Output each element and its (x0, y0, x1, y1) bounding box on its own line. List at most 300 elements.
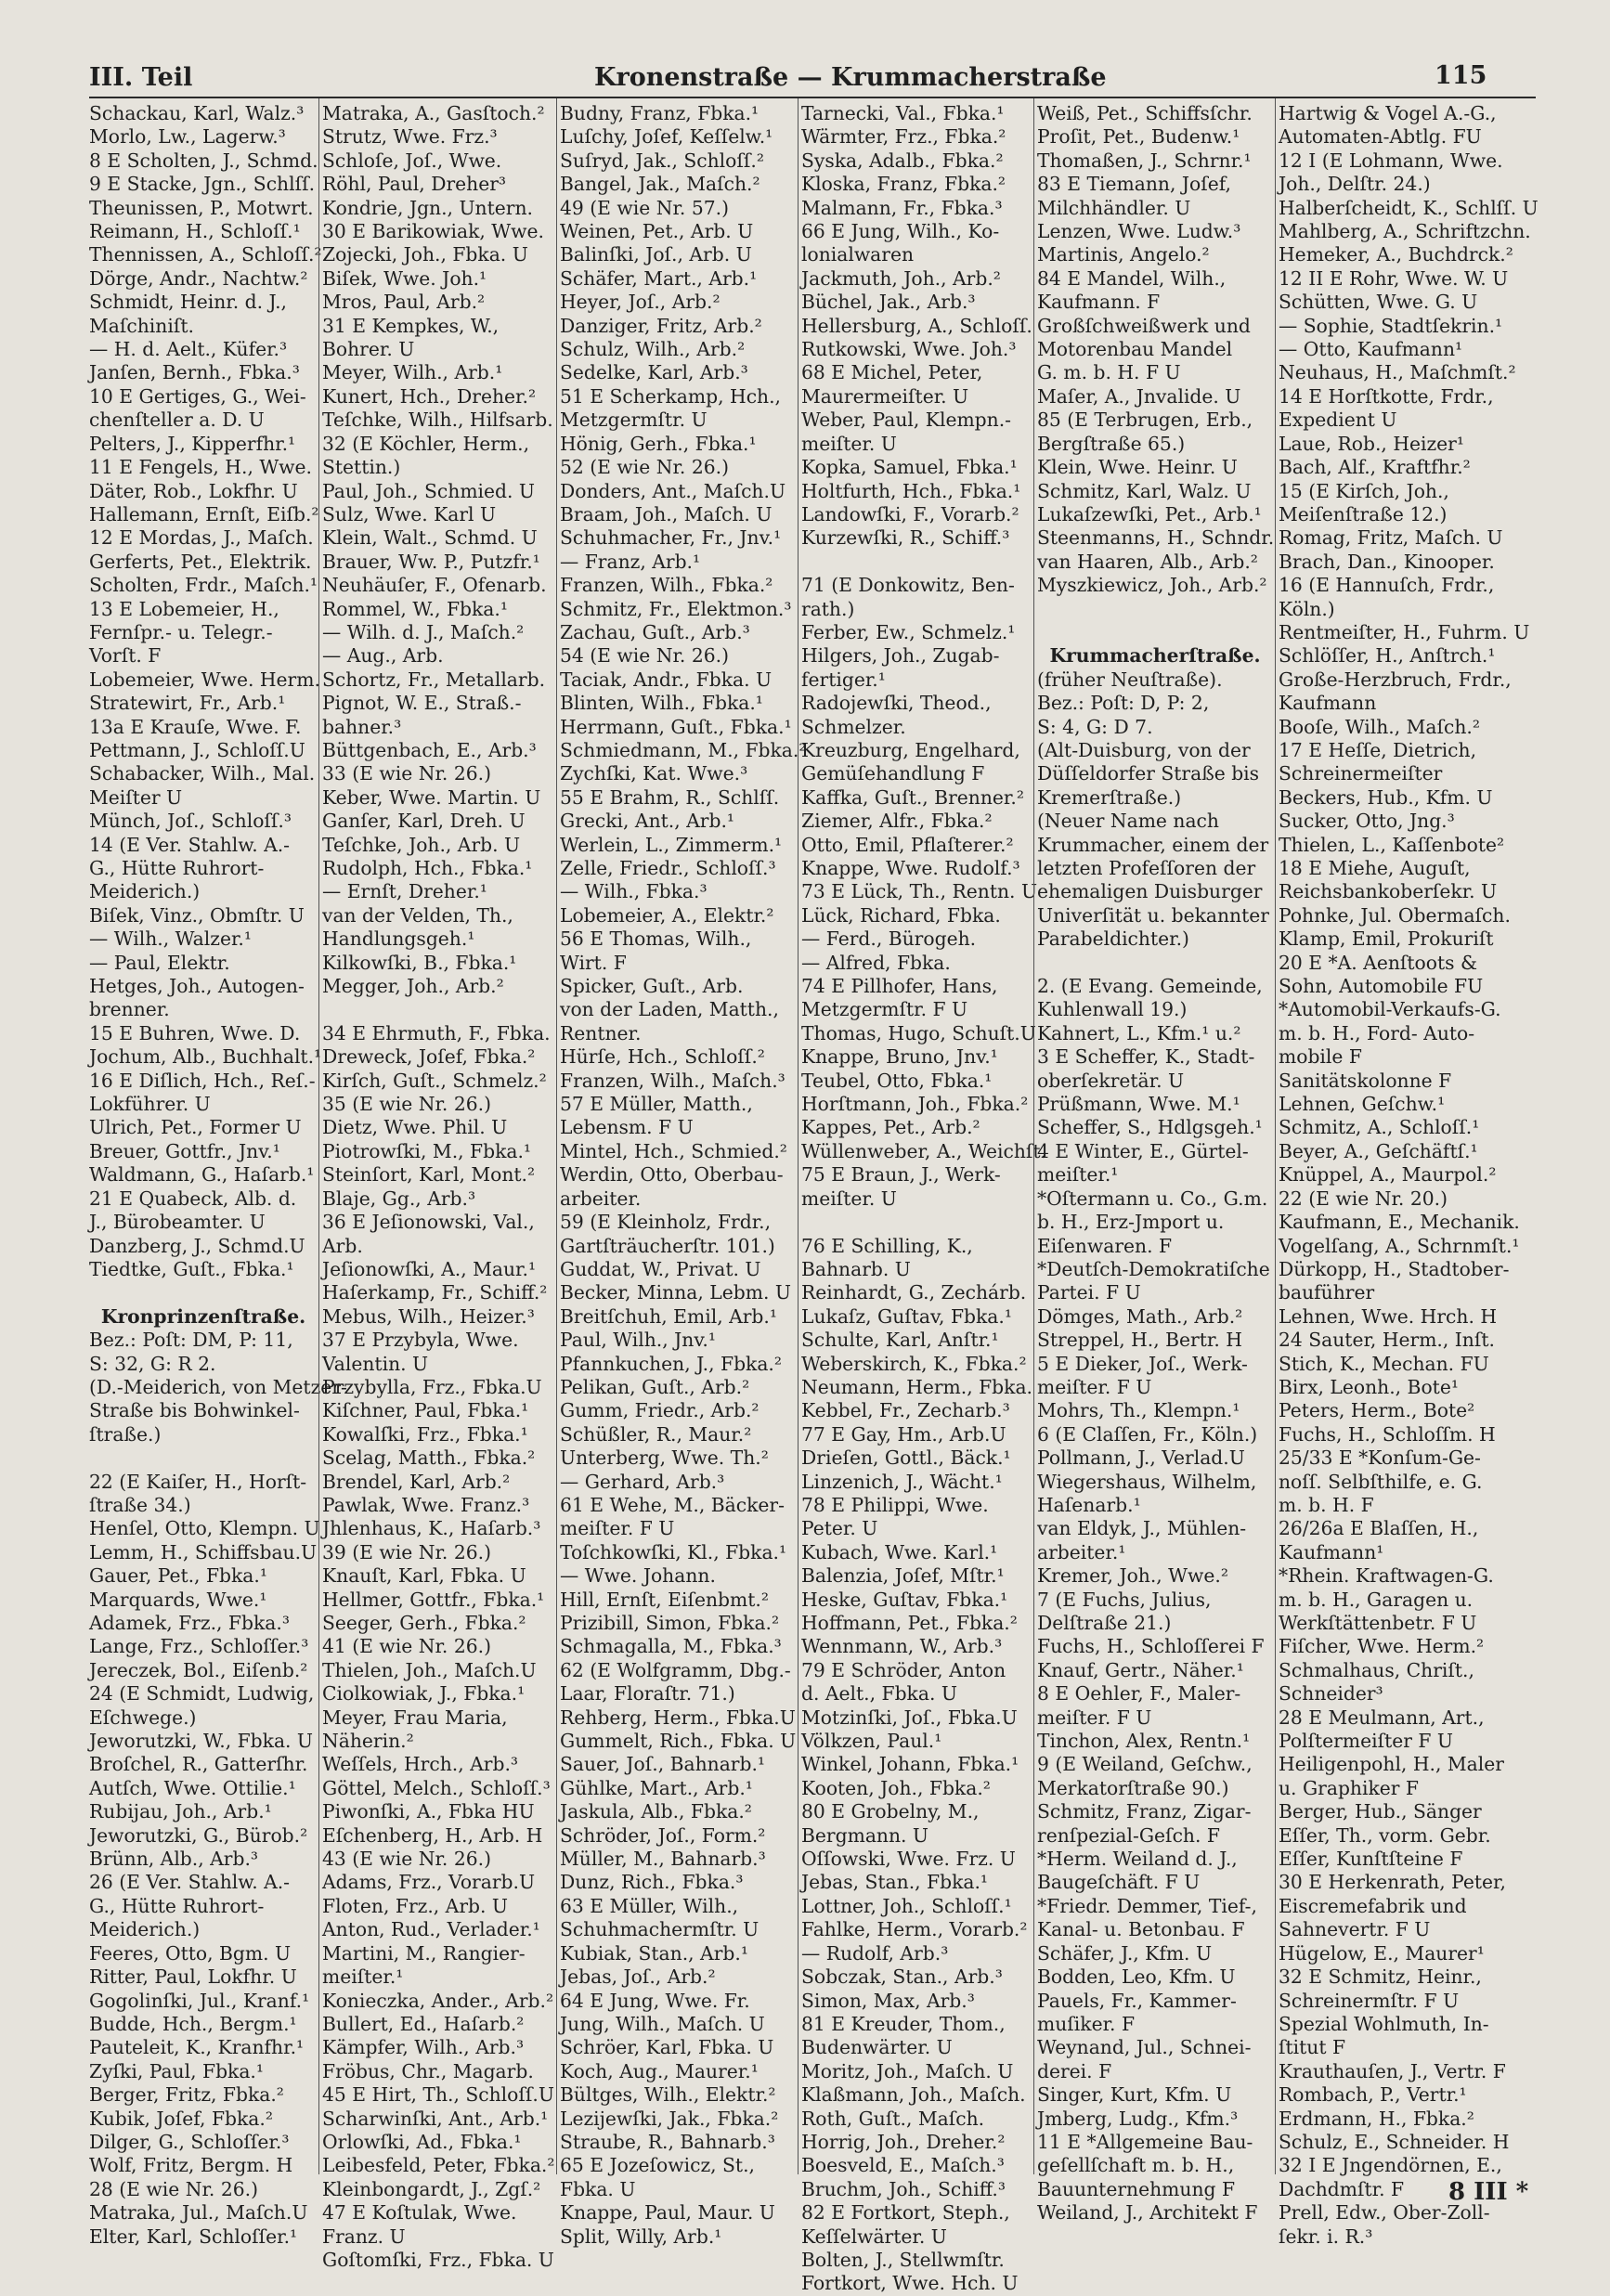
directory-line: Rehberg, Herm., Fbka.U (560, 1706, 796, 1729)
directory-line: Kremerſtraße.) (1037, 785, 1182, 809)
directory-line: Radojewſki, Theod., (801, 692, 992, 715)
directory-line: Theunissen, P., Motwrt. (89, 196, 314, 219)
directory-line: Werdin, Otto, Oberbau- (560, 1163, 784, 1187)
directory-line: meiſter.¹ (322, 1965, 404, 1989)
directory-line: Dietz, Wwe. Phil. U (322, 1116, 508, 1139)
directory-line: Sucker, Otto, Jng.³ (1279, 810, 1455, 833)
directory-line: Schortz, Fr., Metallarb. (322, 668, 546, 691)
directory-line: Ciolkowiak, J., Fbka.¹ (322, 1682, 526, 1706)
directory-line: Meiderich.) (89, 1918, 201, 1941)
directory-line: 33 (E wie Nr. 26.) (322, 762, 491, 785)
directory-line: 14 E Horſtkotte, Frdr., (1279, 384, 1494, 408)
directory-line: bahner.³ (322, 715, 402, 738)
directory-line: Jhlenhaus, K., Haſarb.³ (322, 1517, 541, 1540)
directory-line: Spicker, Guſt., Arb. (560, 975, 744, 998)
directory-line: 14 (E Ver. Stahlw. A.- (89, 833, 291, 856)
directory-line: Kreuzburg, Engelhard, (801, 738, 1020, 761)
directory-line: Sedelke, Karl, Arb.³ (560, 361, 748, 384)
directory-line: Däter, Rob., Lokfhr. U (89, 479, 298, 502)
directory-line: Bodden, Leo, Kfm. U (1037, 1965, 1236, 1989)
directory-line: 22 (E wie Nr. 20.) (1279, 1187, 1448, 1210)
directory-line: Polſtermeiſter F U (1279, 1730, 1454, 1753)
directory-line: Schröder, Joſ., Form.² (560, 1823, 766, 1847)
directory-line: Knappe, Paul, Maur. U (560, 2201, 775, 2225)
column-divider (798, 98, 799, 2174)
directory-line: Thielen, Joh., Maſch.U (322, 1658, 537, 1681)
directory-line: Morlo, Lw., Lagerw.³ (89, 125, 286, 149)
directory-line: 4 E Winter, E., Gürtel- (1037, 1139, 1249, 1162)
directory-line: Ritter, Paul, Lokfhr. U (89, 1965, 297, 1989)
directory-line: Müller, M., Bahnarb.³ (560, 1848, 766, 1871)
directory-line: Lück, Richard, Fbka. (801, 903, 1001, 927)
directory-line: Birx, Leonh., Bote¹ (1279, 1375, 1459, 1398)
directory-line: Ulrich, Pet., Former U (89, 1116, 302, 1139)
directory-line: Schmitz, Fr., Elektmon.³ (560, 597, 792, 620)
directory-line: Kilkowſki, B., Fbka.¹ (322, 951, 517, 974)
directory-line: Budde, Hch., Bergm.¹ (89, 2012, 297, 2035)
header-rule (89, 97, 1536, 98)
directory-line: m. b. H. F (1279, 1493, 1374, 1516)
directory-line: Pelikan, Guſt., Arb.² (560, 1375, 750, 1398)
directory-line (1037, 598, 1273, 621)
directory-line: 63 E Müller, Wilh., (560, 1894, 739, 1917)
directory-line: Univerſität u. bekannter (1037, 903, 1269, 927)
directory-line: Schmitz, A., Schloſſ.¹ (1279, 1116, 1480, 1139)
directory-line: Oſſowski, Wwe. Frz. U (801, 1848, 1016, 1871)
directory-line: Wiegershaus, Wilhelm, (1037, 1470, 1257, 1493)
directory-line: 59 (E Kleinholz, Frdr., (560, 1211, 772, 1234)
signature-mark: 8 III * (1448, 2178, 1529, 2206)
directory-column-4 (801, 102, 1047, 2295)
directory-line: Ganſer, Karl, Dreh. U (322, 810, 526, 833)
directory-line: Danzberg, J., Schmd.U (89, 1234, 305, 1257)
directory-line: Reichsbankoberſekr. U (1279, 880, 1498, 903)
directory-line: Myszkiewicz, Joh., Arb.² (1037, 574, 1267, 597)
directory-line: Seeger, Gerh., Fbka.² (322, 1612, 526, 1634)
directory-line: Teubel, Otto, Fbka.¹ (801, 1069, 993, 1092)
directory-line: 8 E Scholten, J., Schmd. (89, 149, 318, 172)
directory-line: Hellersburg, A., Schloſſ. (801, 314, 1032, 337)
directory-line: Büchel, Jak., Arb.³ (801, 291, 976, 314)
directory-line: Bergmann. U (801, 1823, 929, 1847)
directory-line: 18 E Miehe, Auguſt, (1279, 857, 1471, 879)
directory-line: Maſer, A., Jnvalide. U (1037, 384, 1241, 408)
directory-line: Piwonſki, A., Fbka HU (322, 1800, 535, 1823)
directory-line: Horrig, Joh., Dreher.² (801, 2130, 1006, 2153)
directory-line: Pauels, Fr., Kammer- (1037, 1989, 1237, 2012)
directory-line: Vogelſang, A., Schrnmſt.¹ (1279, 1234, 1520, 1257)
directory-line: 28 (E wie Nr. 26.) (89, 2177, 258, 2200)
directory-line: Schmitz, Karl, Walz. U (1037, 479, 1252, 502)
directory-line: 32 I E Jngendörnen, E., (1279, 2154, 1502, 2177)
directory-line: Franz. U (322, 2225, 406, 2248)
directory-line: Teſchke, Wilh., Hilfsarb. (322, 409, 553, 432)
directory-line: 31 E Kempkes, W., (322, 314, 500, 337)
directory-line: Großſchweißwerk und (1037, 314, 1251, 337)
directory-line: 13a E Krauſe, Wwe. F. (89, 715, 302, 738)
directory-line: Röhl, Paul, Dreher³ (322, 173, 507, 196)
directory-line: — Ferd., Bürogeh. (801, 927, 977, 951)
directory-line: 32 (E Köchler, Herm., (322, 432, 530, 455)
directory-line: Singer, Kurt, Kfm. U (1037, 2083, 1232, 2107)
directory-line: 16 E Diſlich, Hch., Reſ.- (89, 1069, 316, 1092)
directory-line: Krauthauſen, J., Vertr. F (1279, 2059, 1506, 2082)
directory-line (1037, 621, 1273, 644)
directory-line: Jeſionowſki, A., Maur.¹ (322, 1257, 537, 1280)
directory-line: — Wilh., Walzer.¹ (89, 927, 252, 951)
directory-line: Hürſe, Hch., Schloſſ.² (560, 1045, 765, 1069)
directory-line: — Sophie, Stadtſekrin.¹ (1279, 314, 1503, 337)
directory-line: Kloska, Franz, Fbka.² (801, 173, 1006, 196)
directory-line: Jung, Wilh., Maſch. U (560, 2012, 765, 2035)
directory-line: Thomaßen, J., Schrnr.¹ (1037, 149, 1252, 172)
directory-line: 41 (E wie Nr. 26.) (322, 1635, 491, 1658)
directory-line: 13 E Lobemeier, H., (89, 597, 279, 620)
directory-line: ſtraße.) (89, 1422, 162, 1446)
directory-line (322, 998, 554, 1021)
directory-line: Rentmeiſter, H., Fuhrm. U (1279, 620, 1530, 643)
directory-line: meiſter. U (801, 432, 897, 455)
directory-line: 15 (E Kirſch, Joh., (1279, 479, 1449, 502)
directory-line: Schmitz, Franz, Zigar- (1037, 1800, 1252, 1823)
directory-line: Eſſer, Kunſtſteine F (1279, 1848, 1463, 1871)
directory-line: Hilgers, Joh., Zugab- (801, 644, 1000, 668)
directory-line: 30 E Herkenrath, Peter, (1279, 1871, 1506, 1894)
directory-line: 10 E Gertiges, G., Wei- (89, 384, 306, 408)
directory-line: 11 E Fengels, H., Wwe. (89, 456, 312, 479)
directory-line: Stettin.) (322, 456, 401, 479)
directory-line: van der Velden, Th., (322, 903, 513, 927)
directory-line: Henſel, Otto, Klempn. U (89, 1517, 320, 1540)
directory-line: Bohrer. U (322, 338, 415, 361)
directory-line: 26 (E Ver. Stahlw. A.- (89, 1871, 291, 1894)
directory-line: Sohn, Automobile FU (1279, 975, 1484, 998)
column-divider (556, 98, 557, 2174)
directory-line: Lemm, H., Schiffsbau.U (89, 1540, 318, 1563)
directory-line: letzten Profeſſoren der (1037, 857, 1256, 879)
directory-line: Thomas, Hugo, Schuſt.U (801, 1021, 1036, 1044)
directory-line: 74 E Pillhofer, Hans, (801, 975, 998, 998)
directory-line: 75 E Braun, J., Werk- (801, 1163, 1001, 1187)
directory-line: 82 E Fortkort, Steph., (801, 2201, 1010, 2225)
directory-line: Lobemeier, A., Elektr.² (560, 903, 774, 927)
directory-line: Münch, Joſ., Schloſſ.³ (89, 810, 292, 833)
directory-line: u. Graphiker F (1279, 1776, 1419, 1799)
directory-line: — Wwe. Johann. (560, 1564, 716, 1588)
directory-line: meiſter. F U (1037, 1375, 1152, 1398)
directory-line: Syska, Adalb., Fbka.² (801, 149, 1004, 172)
directory-line: Schüßler, R., Maur.² (560, 1422, 752, 1446)
directory-line: Bauunternehmung F (1037, 2177, 1236, 2200)
directory-line: Kurzewſki, R., Schiff.³ (801, 526, 1010, 550)
directory-line: 12 E Mordas, J., Maſch. (89, 526, 314, 550)
directory-line: Franzen, Wilh., Maſch.³ (560, 1069, 786, 1092)
directory-line: renſpezial-Geſch. F (1037, 1823, 1220, 1847)
directory-line: Beyer, A., Geſchäftſ.¹ (1279, 1139, 1478, 1162)
directory-line: Hemeker, A., Buchdrck.² (1279, 243, 1513, 266)
directory-line: 32 E Schmitz, Heinr., (1279, 1965, 1482, 1989)
directory-line: Janſen, Bernh., Fbka.³ (89, 361, 300, 384)
directory-line: 39 (E wie Nr. 26.) (322, 1540, 491, 1563)
directory-line: Laue, Rob., Heizer¹ (1279, 432, 1465, 455)
directory-line: Spezial Wohlmuth, In- (1279, 2012, 1489, 2035)
directory-line: 62 (E Wolfgramm, Dbg.- (560, 1658, 791, 1681)
directory-line: Lenzen, Wwe. Ludw.³ (1037, 220, 1241, 243)
directory-line: Breuer, Gottfr., Jnv.¹ (89, 1139, 280, 1162)
directory-line: Winkel, Johann, Fbka.¹ (801, 1753, 1019, 1776)
directory-line: Thielen, L., Kaſſenbote² (1279, 833, 1505, 856)
directory-line: Adamek, Frz., Fbka.³ (89, 1612, 290, 1634)
directory-line: 66 E Jung, Wilh., Ko- (801, 220, 1000, 243)
directory-line: Holtfurth, Hch., Fbka.¹ (801, 479, 1021, 502)
directory-line: Motorenbau Mandel (1037, 338, 1233, 361)
directory-line: Rommel, W., Fbka.¹ (322, 597, 508, 620)
directory-line: Becker, Minna, Lebm. U (560, 1281, 791, 1304)
directory-line: Pignot, W. E., Straß.- (322, 692, 522, 715)
directory-line: Mebus, Wilh., Heizer.³ (322, 1304, 535, 1328)
directory-line: Weiß, Pet., Schiffsſchr. (1037, 102, 1253, 124)
directory-line: Wärmter, Frz., Fbka.² (801, 125, 1006, 149)
directory-line: Stratewirt, Fr., Arb.¹ (89, 692, 286, 715)
directory-line: Lezijewſki, Jak., Fbka.² (560, 2107, 779, 2130)
directory-line: 8 E Oehler, F., Maler- (1037, 1682, 1241, 1706)
directory-line: Tinchon, Alex, Rentn.¹ (1037, 1730, 1251, 1753)
directory-line: — Wilh., Fbka.³ (560, 880, 708, 903)
directory-line: bauführer (1279, 1281, 1375, 1304)
directory-line: Wüllenweber, A., Weichſt. (801, 1139, 1047, 1162)
directory-line: 78 E Philippi, Wwe. (801, 1493, 989, 1516)
directory-line: *Deutſch-Demokratiſche (1037, 1257, 1270, 1280)
directory-line: Horſtmann, Joh., Fbka.² (801, 1093, 1029, 1116)
directory-line: Pawlak, Wwe. Franz.³ (322, 1493, 530, 1516)
directory-line: Peters, Herm., Bote² (1279, 1399, 1475, 1422)
directory-line: Brach, Dan., Kinooper. (1279, 550, 1495, 573)
directory-line: Jereczek, Bol., Eiſenb.² (89, 1658, 308, 1681)
directory-line: Paul, Wilh., Jnv.¹ (560, 1329, 716, 1352)
directory-line: Krummacher, einem der (1037, 833, 1269, 856)
directory-line: Tiedtke, Guſt., Fbka.¹ (89, 1257, 294, 1280)
directory-line: Werlein, L., Zimmerm.¹ (560, 833, 783, 856)
directory-line: noſſ. Selbſthilfe, e. G. (1279, 1470, 1483, 1493)
directory-line: Straube, R., Bahnarb.³ (560, 2130, 775, 2153)
directory-line: 12 I (E Lohmann, Wwe. (1279, 149, 1503, 172)
directory-line: 2. (E Evang. Gemeinde, (1037, 975, 1263, 998)
directory-line: Knappe, Bruno, Jnv.¹ (801, 1045, 998, 1069)
directory-line: 26/26a E Blaſſen, H., (1279, 1517, 1479, 1540)
directory-line: — Otto, Kaufmann¹ (1279, 338, 1463, 361)
directory-line: van Haaren, Alb., Arb.² (1037, 550, 1258, 573)
directory-line: Matraka, A., Gasſtoch.² (322, 102, 545, 124)
directory-line: Hönig, Gerh., Fbka.¹ (560, 432, 757, 455)
directory-line: ehemaligen Duisburger (1037, 880, 1263, 903)
directory-line: Kaufmann. F (1037, 291, 1161, 314)
directory-line: Lukaſzewſki, Pet., Arb.¹ (1037, 502, 1262, 525)
directory-line: G., Hütte Ruhrort- (89, 857, 265, 879)
directory-line: Bergſtraße 65.) (1037, 432, 1186, 455)
directory-line: Halberſcheidt, K., Schlſſ. U (1279, 196, 1539, 219)
directory-line: Knauf, Gertr., Näher.¹ (1037, 1658, 1244, 1681)
directory-line: 85 (E Terbrugen, Erb., (1037, 409, 1253, 432)
directory-line: Knauſt, Karl, Fbka. U (322, 1564, 526, 1588)
directory-line: 80 E Grobelny, M., (801, 1800, 980, 1823)
directory-line: fertiger.¹ (801, 668, 886, 691)
directory-line: Fortkort, Wwe. Hch. U (801, 2272, 1019, 2295)
directory-line: Schulte, Karl, Anſtr.¹ (801, 1329, 999, 1352)
directory-line: Sauer, Joſ., Bahnarb.¹ (560, 1753, 766, 1776)
directory-line: *Automobil-Verkaufs-G. (1279, 998, 1501, 1021)
directory-line: Rubijau, Joh., Arb.¹ (89, 1800, 272, 1823)
directory-line: — Rudolf, Arb.³ (801, 1941, 949, 1965)
directory-line: Lottner, Joh., Schloſſ.¹ (801, 1894, 1012, 1917)
directory-line: Schäfer, Mart., Arb.¹ (560, 266, 758, 290)
directory-line: Lobemeier, Wwe. Herm. (89, 668, 320, 691)
directory-line: Jackmuth, Joh., Arb.² (801, 266, 1001, 290)
directory-line: 20 E *A. Aenſtoots & (1279, 951, 1478, 974)
directory-line: Split, Willy, Arb.¹ (560, 2225, 722, 2248)
directory-line: Klein, Walt., Schmd. U (322, 526, 538, 550)
directory-line: Hetges, Joh., Autogen- (89, 975, 305, 998)
directory-line: lonialwaren (801, 243, 915, 266)
directory-line: Blinten, Wilh., Fbka.¹ (560, 692, 763, 715)
directory-line: Matraka, Jul., Maſch.U (89, 2201, 308, 2225)
directory-line: Rudolph, Hch., Fbka.¹ (322, 857, 533, 879)
directory-line: Metzgermſtr. U (560, 409, 708, 432)
directory-line: Steenmanns, H., Schndr. (1037, 526, 1275, 550)
directory-line: Kowalſki, Frz., Fbka.¹ (322, 1422, 528, 1446)
directory-line: J., Bürobeamter. U (89, 1211, 266, 1234)
directory-line: G., Hütte Ruhrort- (89, 1894, 265, 1917)
directory-line: S: 32, G: R 2. (89, 1352, 216, 1375)
directory-line: Franzen, Wilh., Fbka.² (560, 574, 773, 597)
directory-line: Kopka, Samuel, Fbka.¹ (801, 456, 1018, 479)
directory-line: Straße bis Bohwinkel- (89, 1399, 300, 1422)
directory-line: Elter, Karl, Schloſſer.¹ (89, 2225, 298, 2248)
directory-line: Scheffer, S., Hdlgsgeh.¹ (1037, 1116, 1263, 1139)
directory-line: Keber, Wwe. Martin. U (322, 785, 541, 809)
directory-line: Autſch, Wwe. Ottilie.¹ (89, 1776, 296, 1799)
directory-line: Düſſeldorfer Straße bis (1037, 762, 1260, 785)
directory-line: Kappes, Pet., Arb.² (801, 1116, 980, 1139)
directory-line: Lebensm. F U (560, 1116, 694, 1139)
directory-line: Keſſelwärter. U (801, 2225, 947, 2248)
directory-line: Boesveld, E., Maſch.³ (801, 2154, 1005, 2177)
directory-line: Sobczak, Stan., Arb.³ (801, 1965, 1003, 1989)
directory-line: Kämpfer, Wilh., Arb.³ (322, 2036, 525, 2059)
part-label: III. Teil (89, 63, 193, 92)
directory-line: Martini, M., Rangier- (322, 1941, 526, 1965)
directory-line: Prizibill, Simon, Fbka.² (560, 1612, 780, 1634)
directory-line: Eiſenwaren. F (1037, 1234, 1173, 1257)
directory-line: — Franz, Arb.¹ (560, 550, 701, 573)
directory-line: Wolf, Fritz, Bergm. H (89, 2154, 293, 2177)
directory-line: Weber, Paul, Klempn.- (801, 409, 1012, 432)
directory-line: Sulz, Wwe. Karl U (322, 502, 497, 525)
directory-line: Sanitätskolonne F (1279, 1069, 1452, 1092)
directory-line: Budny, Franz, Fbka.¹ (560, 102, 760, 124)
directory-line: Bolten, J., Stellwmſtr. (801, 2248, 1005, 2271)
directory-line: Zachau, Guſt., Arb.³ (560, 620, 750, 643)
directory-line: Zojecki, Joh., Fbka. U (322, 243, 528, 266)
directory-line: Strutz, Wwe. Frz.³ (322, 125, 498, 149)
directory-line: Bruchm, Joh., Schiff.³ (801, 2177, 1006, 2200)
directory-column-5 (1037, 102, 1275, 2225)
directory-line: 43 (E wie Nr. 26.) (322, 1848, 491, 1871)
directory-line: Erdmann, H., Fbka.² (1279, 2107, 1474, 2130)
directory-line: Lehnen, Geſchw.¹ (1279, 1093, 1446, 1116)
directory-line: Kahnert, L., Kfm.¹ u.² (1037, 1021, 1241, 1044)
directory-line: Gogolinſki, Jul., Kranf.¹ (89, 1989, 310, 2012)
directory-line: Kaufmann, E., Mechanik. (1279, 1211, 1520, 1234)
directory-line: Delſtraße 21.) (1037, 1612, 1172, 1634)
directory-line: Bangel, Jak., Maſch.² (560, 173, 760, 196)
directory-line: 79 E Schröder, Anton (801, 1658, 1006, 1681)
directory-line: Ferber, Ew., Schmelz.¹ (801, 620, 1016, 643)
directory-line: Baugeſchäft. F U (1037, 1871, 1201, 1894)
directory-line (801, 1211, 1032, 1234)
directory-line: Zelle, Friedr., Schloſſ.³ (560, 857, 776, 879)
directory-line: Hill, Ernſt, Eiſenbmt.² (560, 1588, 769, 1611)
directory-line: Rentner. (560, 1021, 642, 1044)
directory-line: — Ernſt, Dreher.¹ (322, 880, 487, 903)
directory-line: Eſſer, Th., vorm. Gebr. (1279, 1823, 1491, 1847)
directory-line: Mohrs, Th., Klempn.¹ (1037, 1399, 1240, 1422)
directory-line: 51 E Scherkamp, Hch., (560, 384, 782, 408)
directory-line: Schröer, Karl, Fbka. U (560, 2036, 774, 2059)
directory-line: Feeres, Otto, Bgm. U (89, 1941, 292, 1965)
directory-line: Scharwinſki, Ant., Arb.¹ (322, 2107, 549, 2130)
directory-line: Pfannkuchen, J., Fbka.² (560, 1352, 783, 1375)
directory-line: m. b. H., Garagen u. (1279, 1588, 1474, 1611)
directory-line: 54 (E wie Nr. 26.) (560, 644, 729, 668)
directory-line: Jeworutzki, G., Bürob.² (89, 1823, 308, 1847)
directory-line: 30 E Barikowiak, Wwe. (322, 220, 544, 243)
directory-line: Linzenich, J., Wächt.¹ (801, 1470, 1003, 1493)
directory-line: m. b. H., Ford- Auto- (1279, 1021, 1475, 1044)
directory-column-2 (322, 102, 555, 2271)
directory-line: Völkzen, Paul.¹ (801, 1730, 942, 1753)
directory-line: Weinen, Pet., Arb. U (560, 220, 754, 243)
directory-line: Landowſki, F., Vorarb.² (801, 502, 1019, 525)
directory-line: Gühlke, Mart., Arb.¹ (560, 1776, 753, 1799)
directory-line: *Friedr. Demmer, Tief-, (1037, 1894, 1257, 1917)
directory-line: 84 E Mandel, Wilh., (1037, 266, 1227, 290)
directory-line: d. Aelt., Fbka. U (801, 1682, 957, 1706)
directory-line: Knappe, Wwe. Rudolf.³ (801, 857, 1020, 879)
directory-line: Schmalhaus, Chriſt., (1279, 1658, 1474, 1681)
directory-line: Eſchenberg, H., Arb. H (322, 1823, 543, 1847)
directory-line: Zychſki, Kat. Wwe.³ (560, 762, 748, 785)
directory-line: Kuhlenwall 19.) (1037, 998, 1188, 1021)
directory-line: Dömges, Math., Arb.² (1037, 1304, 1243, 1328)
directory-line: Grecki, Ant., Arb.¹ (560, 810, 735, 833)
directory-line: rath.) (801, 597, 855, 620)
directory-line: S: 4, G: D 7. (1037, 715, 1153, 738)
directory-line: b. H., Erz-Jmport u. (1037, 1211, 1225, 1234)
directory-line: 83 E Tiemann, Joſef, (1037, 173, 1231, 196)
directory-line: Piotrowſki, M., Fbka.¹ (322, 1139, 532, 1162)
directory-line: Meiſenſtraße 12.) (1279, 502, 1448, 525)
directory-line: 57 E Müller, Matth., (560, 1093, 753, 1116)
directory-line: Kaffka, Guſt., Brenner.² (801, 785, 1024, 809)
directory-line: Scholten, Frdr., Maſch.¹ (89, 574, 318, 597)
directory-line (89, 1281, 318, 1304)
directory-line: Kubiak, Stan., Arb.¹ (560, 1941, 748, 1965)
directory-line: 9 (E Weiland, Geſchw., (1037, 1753, 1253, 1776)
directory-line: Prell, Edw., Ober-Zoll- (1279, 2201, 1490, 2225)
directory-line: Schabacker, Wilh., Mal. (89, 762, 316, 785)
directory-line: Kooten, Joh., Fbka.² (801, 1776, 991, 1799)
directory-line: Dreweck, Joſef, Fbka.² (322, 1045, 536, 1069)
